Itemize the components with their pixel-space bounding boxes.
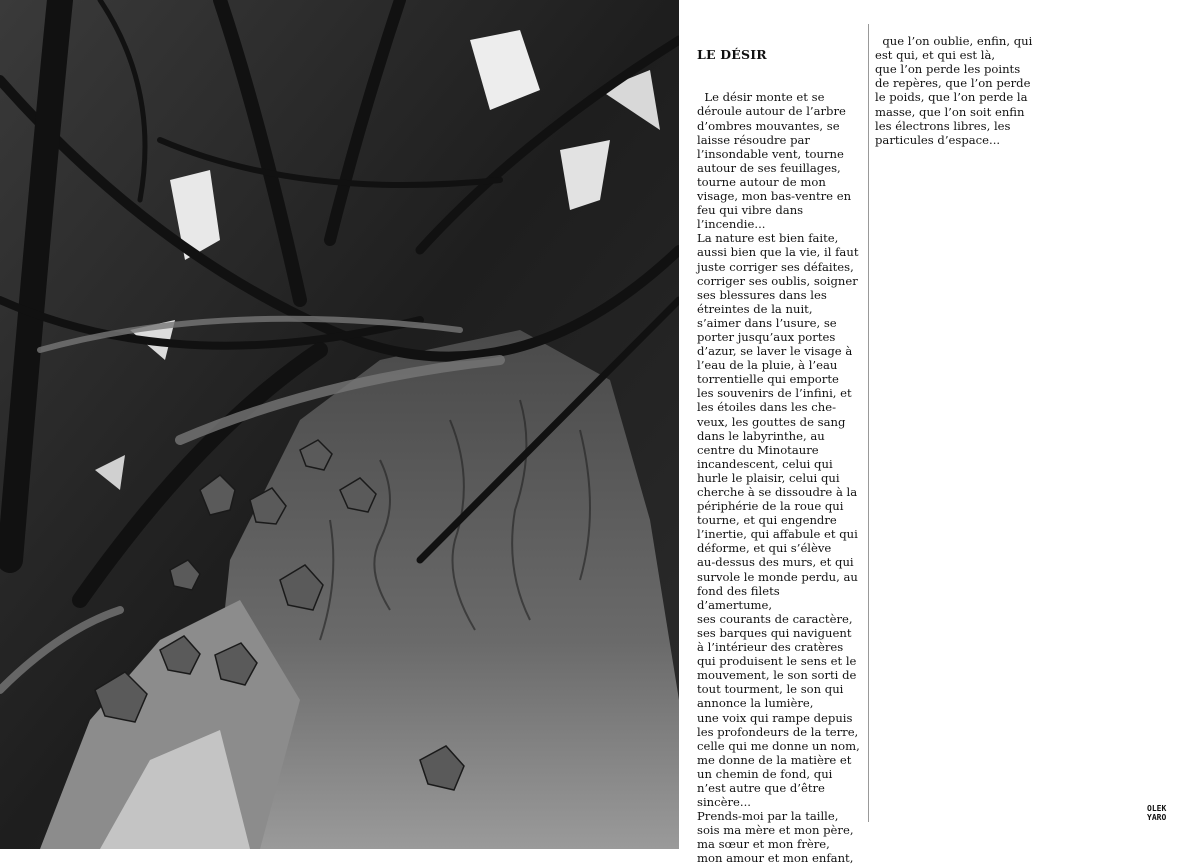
article-title: LE DÉSIR: [697, 47, 767, 63]
article-body-column-2: que l’on oublie, enfin, qui est qui, et qui est là, que l’on perde les points de repères, que l’on perde le poids, que l’on perde la masse, que l’on soit enfin les électrons libres, les particules d’espace...: [875, 34, 1033, 147]
signature-line-1: OLEK: [1147, 804, 1167, 813]
article-column-2: [875, 20, 1040, 147]
author-signature: [1147, 804, 1166, 822]
signature-line-2: YARO: [1147, 813, 1167, 822]
article-body-column-1: Le désir monte et se déroule autour de l’arbre d’ombres mouvantes, se laisse résoudre par l’insondable vent, tourne autour de ses feuillages, tourne autour de mon visage, mon bas-ventre en feu qui vibre dans l’incendie... La nature est bien faite, aussi bien que la vie, il faut juste corriger ses défaites, corriger ses oublis, soigner ses blessures dans les étreintes de la nuit, s’aimer dans l’usure, se porter jusqu’aux portes d’azur, se laver le visage à l’eau de la pluie, à l’eau torrentielle qui emporte les souvenirs de l’infini, et les étoiles dans les che- veux, les gouttes de sang dans le labyrinthe, au centre du Minotaure incandescent, celui qui hurle le plaisir, celui qui cherche à se dissoudre à la périphérie de la roue qui tourne, et qui engendre l’inertie, qui affabule et qui déforme, et qui s’élève au-dessus des murs, et qui survole le monde perdu, au fond des filets d’amertume, ses courants de caractère, ses barques qui naviguent à l’intérieur des cratères qui produisent le sens et le mouvement, le son sorti de tout tourment, le son qui annonce la lumière, une voix qui rampe depuis les profondeurs de la terre, celle qui me donne un nom, me donne de la matière et un chemin de fond, qui n’est autre que d’être sincère... Prends-moi par la taille, sois ma mère et mon père, ma sœur et mon frère, mon amour et mon enfant,: [697, 90, 860, 866]
article-column-1: [697, 20, 862, 866]
column-divider: [868, 24, 869, 822]
